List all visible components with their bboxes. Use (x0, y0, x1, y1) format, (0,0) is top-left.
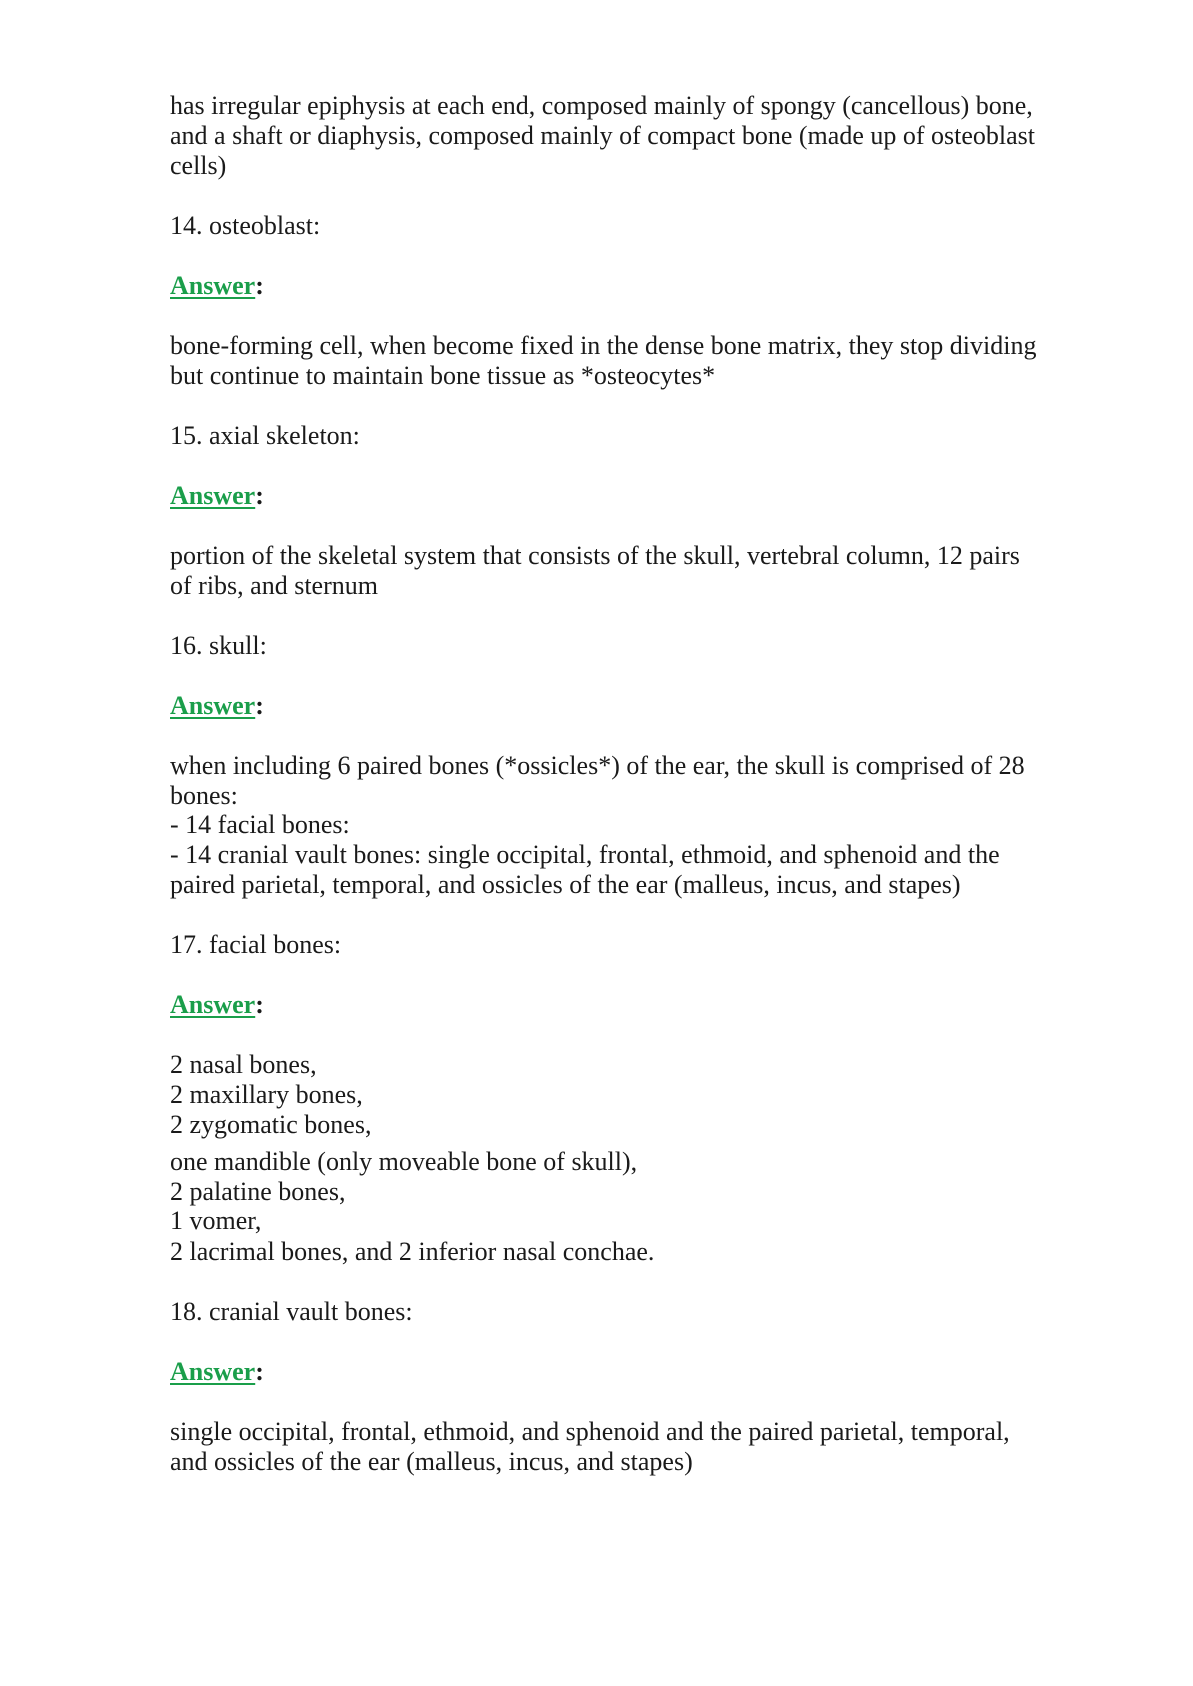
answer-line: but continue to maintain bone tissue as *osteocytes* (170, 361, 716, 390)
answer-line: portion of the skeletal system that consists of the skull, vertebral column, 12 pairs (170, 541, 1020, 570)
intro-line: and a shaft or diaphysis, composed mainly of compact bone (made up of osteoblast (170, 121, 1036, 150)
answer-label (170, 690, 264, 722)
answer-line: 1 vomer, (170, 1206, 262, 1235)
answer-label-text: Answer (170, 691, 256, 720)
intro-line: has irregular epiphysis at each end, composed mainly of spongy (cancellous) bone, (170, 91, 1033, 120)
answer-line: bones: (170, 781, 238, 810)
question-heading: 15. axial skeleton: (170, 421, 360, 450)
answer-line: one mandible (only moveable bone of skull), (170, 1147, 638, 1176)
answer-label-text: Answer (170, 271, 256, 300)
answer-line: 2 zygomatic bones, (170, 1110, 372, 1139)
answer-label-colon: : (255, 691, 264, 720)
answer-label-text: Answer (170, 1357, 256, 1386)
answer-label (170, 270, 264, 302)
answer-label-colon: : (255, 271, 264, 300)
intro-line: cells) (170, 151, 227, 180)
answer-label (170, 1356, 264, 1388)
answer-line: 2 maxillary bones, (170, 1080, 363, 1109)
answer-label (170, 989, 264, 1021)
answer-line: and ossicles of the ear (malleus, incus, and stapes) (170, 1447, 693, 1476)
answer-line: paired parietal, temporal, and ossicles of the ear (malleus, incus, and stapes) (170, 870, 961, 899)
answer-label-text: Answer (170, 990, 256, 1019)
answer-label-colon: : (255, 990, 264, 1019)
question-heading: 16. skull: (170, 631, 267, 660)
answer-label-text: Answer (170, 481, 256, 510)
answer-line: single occipital, frontal, ethmoid, and sphenoid and the paired parietal, temporal, (170, 1417, 1010, 1446)
answer-line: 2 lacrimal bones, and 2 inferior nasal conchae. (170, 1237, 655, 1266)
answer-line: of ribs, and sternum (170, 571, 378, 600)
answer-line: - 14 cranial vault bones: single occipital, frontal, ethmoid, and sphenoid and the (170, 840, 1000, 869)
answer-label-colon: : (255, 1357, 264, 1386)
answer-line: when including 6 paired bones (*ossicles*) of the ear, the skull is comprised of 28 (170, 751, 1025, 780)
question-heading: 17. facial bones: (170, 930, 342, 959)
answer-label (170, 480, 264, 512)
answer-line: - 14 facial bones: (170, 810, 350, 839)
answer-line: 2 nasal bones, (170, 1050, 317, 1079)
answer-label-colon: : (255, 481, 264, 510)
answer-line: bone-forming cell, when become fixed in the dense bone matrix, they stop dividing (170, 331, 1037, 360)
question-heading: 18. cranial vault bones: (170, 1297, 413, 1326)
answer-line: 2 palatine bones, (170, 1177, 346, 1206)
question-heading: 14. osteoblast: (170, 211, 321, 240)
